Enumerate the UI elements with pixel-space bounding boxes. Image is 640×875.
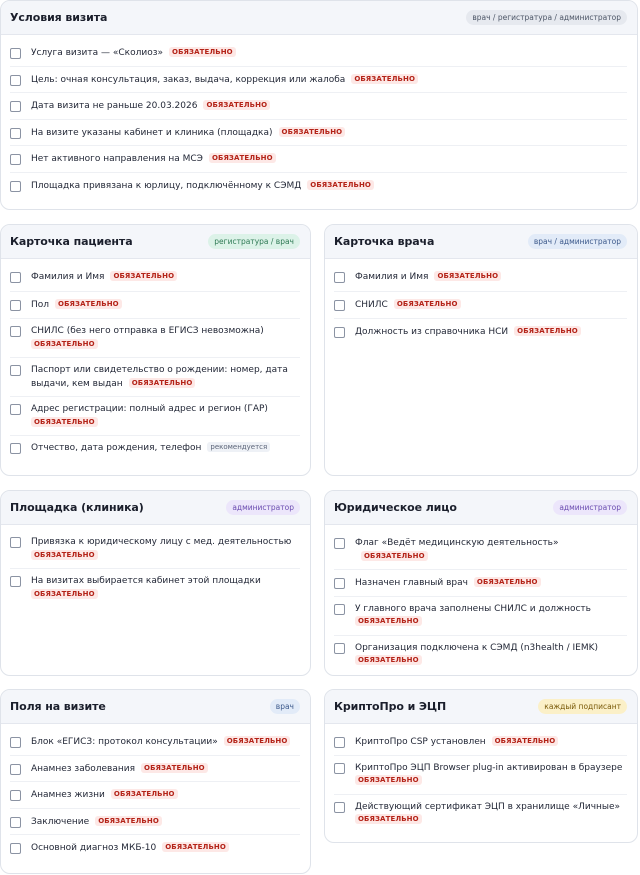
item-label: Цель: очная консультация, заказ, выдача, коррекция или жалоба — [31, 74, 346, 85]
checkbox[interactable] — [10, 365, 21, 376]
required-badge: ОБЯЗАТЕЛЬНО — [110, 271, 177, 281]
item-label: Фамилия и Имя — [355, 272, 429, 282]
checklist-item[interactable] — [334, 597, 627, 636]
required-badge: ОБЯЗАТЕЛЬНО — [514, 326, 581, 336]
checklist-item[interactable] — [10, 530, 300, 569]
role-badge: регистратура / врач — [208, 234, 300, 249]
checkbox[interactable] — [10, 843, 21, 854]
role-badge: врач / администратор — [528, 234, 627, 249]
item-label: Пол — [31, 299, 50, 310]
checkbox[interactable] — [334, 578, 345, 589]
checklist-item[interactable] — [10, 292, 300, 320]
checklist-item[interactable] — [334, 795, 627, 833]
required-badge: ОБЯЗАТЕЛЬНО — [355, 616, 422, 626]
checklist-item[interactable] — [334, 729, 627, 756]
visit-conditions-card — [0, 0, 638, 210]
item-label: Заключение — [31, 816, 90, 827]
required-badge: ОБЯЗАТЕЛЬНО — [129, 378, 196, 388]
required-badge: ОБЯЗАТЕЛЬНО — [224, 736, 291, 746]
item-label: Анамнез заболевания — [31, 763, 136, 774]
checklist-item[interactable] — [10, 40, 627, 67]
required-badge: ОБЯЗАТЕЛЬНО — [355, 775, 422, 785]
required-badge: ОБЯЗАТЕЛЬНО — [474, 577, 541, 587]
checkbox[interactable] — [334, 538, 345, 549]
cryptopro-card — [324, 689, 638, 843]
required-badge: ОБЯЗАТЕЛЬНО — [203, 100, 270, 110]
checkbox[interactable] — [334, 327, 345, 338]
checklist-item[interactable] — [10, 173, 627, 199]
checklist-item[interactable] — [334, 319, 627, 346]
item-label: Дата визита не раньше 20.03.2026 — [31, 101, 198, 111]
checklist-item[interactable] — [10, 120, 627, 147]
item-label: Блок «ЕГИСЗ: протокол консультации» — [31, 737, 218, 747]
item-label: Организация подключена к СЭМД (n3health / IEMK) — [355, 642, 599, 653]
checkbox[interactable] — [334, 802, 345, 813]
checklist-item[interactable] — [334, 636, 627, 674]
checklist-item[interactable] — [10, 809, 300, 836]
checkbox[interactable] — [10, 817, 21, 828]
required-badge: ОБЯЗАТЕЛЬНО — [492, 736, 559, 746]
checklist-item[interactable] — [10, 397, 300, 436]
checklist-item[interactable] — [10, 319, 300, 358]
checkbox[interactable] — [10, 128, 21, 139]
checkbox[interactable] — [10, 154, 21, 165]
checklist-item[interactable] — [10, 67, 627, 94]
item-label: Услуга визита — «Сколиоз» — [31, 48, 164, 58]
card-header — [1, 225, 310, 259]
legal-entity-card — [324, 490, 638, 676]
role-badge: врач — [270, 699, 300, 714]
checkbox[interactable] — [10, 181, 21, 192]
card-header — [1, 1, 637, 35]
checkbox[interactable] — [10, 790, 21, 801]
item-label: Отчество, дата рождения, телефон — [31, 443, 202, 453]
checkbox[interactable] — [10, 300, 21, 311]
required-badge: ОБЯЗАТЕЛЬНО — [209, 153, 276, 163]
checkbox[interactable] — [334, 737, 345, 748]
checkbox[interactable] — [334, 643, 345, 654]
required-badge: ОБЯЗАТЕЛЬНО — [279, 127, 346, 137]
checkbox[interactable] — [10, 48, 21, 59]
site-card — [0, 490, 311, 676]
checkbox[interactable] — [10, 75, 21, 86]
checklist-item[interactable] — [10, 93, 627, 120]
required-badge: ОБЯЗАТЕЛЬНО — [162, 842, 229, 852]
checkbox[interactable] — [10, 272, 21, 283]
role-badge: администратор — [553, 500, 627, 515]
item-label: Фамилия и Имя — [31, 272, 105, 282]
item-label: СНИЛС — [355, 299, 388, 310]
item-label: Флаг «Ведёт медицинскую деятельность» — [355, 538, 559, 548]
checklist-item[interactable] — [10, 358, 300, 397]
item-label: Привязка к юридическому лицу с мед. деятельностью — [31, 537, 292, 547]
item-label: КриптоПро ЭЦП Browser plug-in активирован в браузере — [355, 762, 623, 773]
checkbox[interactable] — [10, 443, 21, 454]
card-title: Юридическое лицо — [334, 501, 457, 514]
required-badge: ОБЯЗАТЕЛЬНО — [31, 417, 98, 427]
required-badge: ОБЯЗАТЕЛЬНО — [169, 47, 236, 57]
item-label: Основной диагноз МКБ-10 — [31, 843, 157, 853]
item-label: Назначен главный врач — [355, 578, 468, 588]
checkbox[interactable] — [10, 326, 21, 337]
item-label: СНИЛС (без него отправка в ЕГИСЗ невозможна) — [31, 326, 264, 336]
card-header — [1, 690, 310, 724]
checklist-item[interactable] — [10, 729, 300, 756]
role-badge: каждый подписант — [538, 699, 627, 714]
required-badge: ОБЯЗАТЕЛЬНО — [141, 763, 208, 773]
required-badge: ОБЯЗАТЕЛЬНО — [361, 551, 428, 561]
card-title: КриптоПро и ЭЦП — [334, 700, 447, 713]
card-title: Условия визита — [10, 11, 108, 24]
checklist-item[interactable] — [10, 569, 300, 607]
checkbox[interactable] — [10, 537, 21, 548]
required-badge: ОБЯЗАТЕЛЬНО — [307, 180, 374, 190]
item-label: На визите указаны кабинет и клиника (площадка) — [31, 127, 273, 138]
card-title: Поля на визите — [10, 700, 106, 713]
card-header — [325, 690, 637, 724]
checkbox[interactable] — [334, 300, 345, 311]
patient-card — [0, 224, 311, 476]
card-header — [325, 491, 637, 525]
item-label: Адрес регистрации: полный адрес и регион (ГАР) — [31, 404, 268, 414]
required-badge: ОБЯЗАТЕЛЬНО — [394, 299, 461, 309]
card-header — [325, 225, 637, 259]
checklist-item[interactable] — [10, 264, 300, 292]
checklist-item[interactable] — [334, 264, 627, 292]
item-label: Анамнез жизни — [31, 790, 105, 800]
checkbox[interactable] — [10, 576, 21, 587]
checkbox[interactable] — [10, 404, 21, 415]
required-badge: ОБЯЗАТЕЛЬНО — [95, 816, 162, 826]
required-badge: ОБЯЗАТЕЛЬНО — [31, 550, 98, 560]
card-header — [1, 491, 310, 525]
checkbox[interactable] — [10, 101, 21, 112]
checklist-item[interactable] — [334, 756, 627, 795]
required-badge: ОБЯЗАТЕЛЬНО — [351, 74, 418, 84]
checkbox[interactable] — [10, 737, 21, 748]
checklist-item[interactable] — [10, 756, 300, 783]
checklist-item[interactable] — [10, 146, 627, 173]
checkbox[interactable] — [334, 604, 345, 615]
checkbox[interactable] — [10, 764, 21, 775]
checklist-item[interactable] — [334, 570, 627, 597]
checklist-item[interactable] — [10, 835, 300, 861]
visit-fields-card — [0, 689, 311, 874]
item-label: Паспорт или свидетельство о рождении: номер, дата выдачи, кем выдан — [31, 365, 288, 389]
card-title: Карточка врача — [334, 235, 435, 248]
checklist-item[interactable] — [334, 530, 627, 570]
recommended-badge: рекомендуется — [207, 442, 270, 452]
item-label: Должность из справочника НСИ — [355, 327, 509, 337]
role-badge: администратор — [226, 500, 300, 515]
required-badge: ОБЯЗАТЕЛЬНО — [355, 655, 422, 665]
role-badge: врач / регистратура / администратор — [466, 10, 627, 25]
item-label: КриптоПро CSP установлен — [355, 737, 486, 747]
required-badge: ОБЯЗАТЕЛЬНО — [31, 339, 98, 349]
item-label: Площадка привязана к юрлицу, подключённому к СЭМД — [31, 180, 302, 191]
checklist-item[interactable] — [10, 782, 300, 809]
card-title: Площадка (клиника) — [10, 501, 144, 514]
doctor-card — [324, 224, 638, 476]
checkbox[interactable] — [334, 763, 345, 774]
checklist-item[interactable] — [334, 292, 627, 320]
required-badge: ОБЯЗАТЕЛЬНО — [31, 589, 98, 599]
item-label: На визитах выбирается кабинет этой площадки — [31, 576, 261, 586]
card-title: Карточка пациента — [10, 235, 133, 248]
required-badge: ОБЯЗАТЕЛЬНО — [355, 814, 422, 824]
item-label: У главного врача заполнены СНИЛС и должность — [355, 603, 591, 614]
required-badge: ОБЯЗАТЕЛЬНО — [434, 271, 501, 281]
required-badge: ОБЯЗАТЕЛЬНО — [55, 299, 122, 309]
item-label: Нет активного направления на МСЭ — [31, 154, 203, 164]
item-label: Действующий сертификат ЭЦП в хранилище «Личные» — [355, 801, 621, 812]
checkbox[interactable] — [334, 272, 345, 283]
required-badge: ОБЯЗАТЕЛЬНО — [111, 789, 178, 799]
checklist-item[interactable] — [10, 436, 300, 461]
